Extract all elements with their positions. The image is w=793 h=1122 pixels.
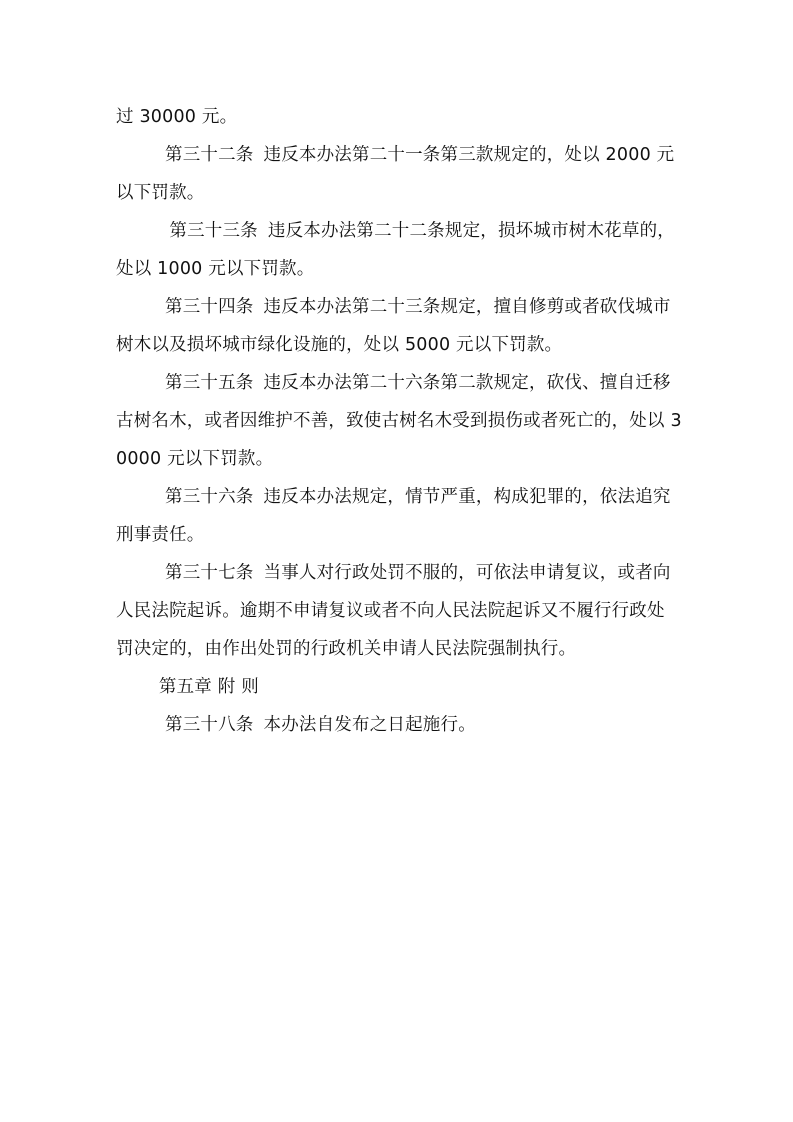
article-text: 本办法自发布之日起施行。 [263, 715, 476, 735]
article-37 [116, 554, 682, 668]
article-number: 第三十七条 [165, 563, 254, 583]
article-number: 第三十三条 [169, 221, 258, 241]
article-number: 第三十五条 [165, 373, 254, 393]
article-text: 违反本办法第二十一条第三款规定的，处以 2000 元以下罚款。 [116, 145, 675, 203]
article-33 [116, 212, 682, 288]
article-35 [116, 364, 682, 478]
article-number: 第三十六条 [165, 487, 254, 507]
article-text: 违反本办法规定，情节严重，构成犯罪的，依法追究刑事责任。 [116, 487, 671, 545]
article-text: 当事人对行政处罚不服的，可依法申请复议，或者向人民法院起诉。逾期不申请复议或者不向人民法院起诉又不履行行政处罚决定的，由作出处罚的行政机关申请人民法院强制执行。 [116, 563, 671, 659]
article-38 [116, 706, 682, 744]
article-text: 违反本办法第二十六条第二款规定，砍伐、擅自迁移古树名木，或者因维护不善，致使古树名木受到损伤或者死亡的，处以 30000 元以下罚款。 [116, 373, 682, 469]
article-36 [116, 478, 682, 554]
article-number: 第三十二条 [165, 145, 254, 165]
article-number: 第三十八条 [165, 715, 254, 735]
paragraph-continuation [116, 98, 682, 136]
paragraph-text: 过 30000 元。 [116, 107, 238, 127]
article-text: 违反本办法第二十三条规定，擅自修剪或者砍伐城市树木以及损坏城市绿化设施的，处以 5000 元以下罚款。 [116, 297, 671, 355]
article-32 [116, 136, 682, 212]
document-body [116, 98, 682, 744]
article-text: 违反本办法第二十二条规定，损坏城市树木花草的，处以 1000 元以下罚款。 [116, 221, 675, 279]
chapter-heading [116, 668, 682, 706]
article-34 [116, 288, 682, 364]
article-number: 第三十四条 [165, 297, 254, 317]
chapter-title: 第五章 附 则 [158, 677, 259, 697]
